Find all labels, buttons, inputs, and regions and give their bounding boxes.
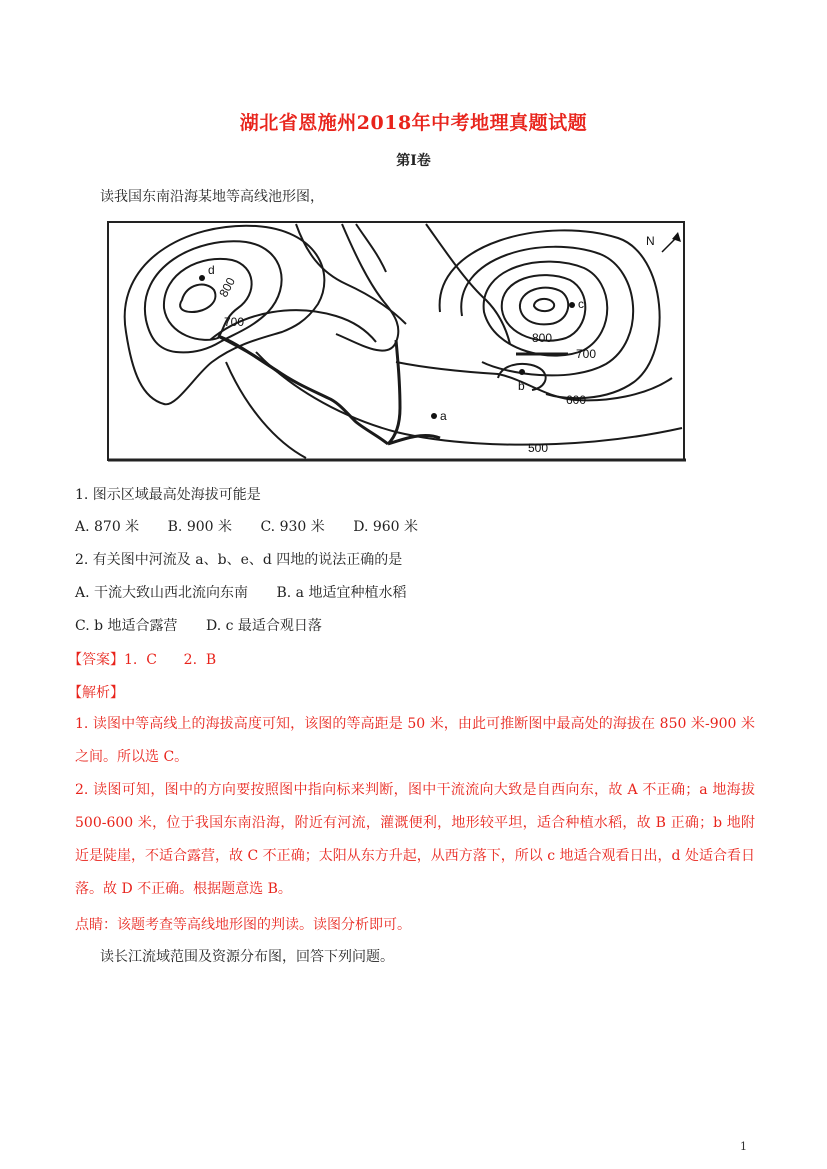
dianjing-note: 点睛：该题考查等高线地形图的判读。读图分析即可。 [75,917,411,933]
q1-options [75,516,442,536]
label-c: c [578,297,584,311]
north-arrow-icon [662,232,681,252]
analysis-paragraph-2: 2. 读图可知，图中的方向要按照图中指向标来判断，图中干流流向大致是自西向东，故 A 不正确；a 地海拔 500-600 米，位于我国东南沿海，附近有河流，灌溉便利，地形较平坦，适合种植水稻，故 B 正确；b 地附近是陡崖，不适合露营，故 C 不正确；太阳从东方升起，从西方落下，所以 c 地适合观看日出，d 处适合看日落。故 D 不正确。根据题意选 B。 [75,782,755,897]
label-a: a [440,409,447,423]
contour-map [106,212,692,468]
label-800-left: 800 [216,275,239,300]
label-600: 600 [566,393,587,407]
answer-value: 1. C 2. B [124,652,217,668]
section-heading: 第Ⅰ卷 [396,153,431,169]
point-c [569,302,575,308]
q2-options-row2 [75,615,346,635]
q1-option-c[interactable]: C. 930 米 [260,519,325,535]
label-d: d [208,263,215,277]
q2-option-c[interactable]: C. b 地适合露营 [75,618,178,634]
analysis-paragraph-1: 1. 读图中等高线上的海拔高度可知，该图的等高距是 50 米，由此可推断图中最高处的海拔在 850 米-900 米之间。所以选 C。 [75,716,755,765]
contour-right-summit [534,299,554,311]
label-800-right: 800 [532,331,553,345]
q2-stem: 2. 有关图中河流及 a、b、e、d 四地的说法正确的是 [75,552,403,568]
north-label: N [646,234,655,248]
contour-center-b [296,224,406,324]
q1-option-a[interactable]: A. 870 米 [75,519,140,535]
answer-label: 【答案】 [68,652,124,668]
q2-options-row1 [75,582,430,602]
q2-option-d[interactable]: D. c 最适合观日落 [205,618,322,634]
point-d [199,275,205,281]
q1-option-d[interactable]: D. 960 米 [353,519,419,535]
page-number: 1 [740,1140,747,1153]
label-500: 500 [528,441,549,455]
river [218,336,440,444]
q1-option-b[interactable]: B. 900 米 [167,519,233,535]
point-a [431,413,437,419]
q2-option-b[interactable]: B. a 地适宜种植水稻 [276,585,407,601]
page-title: 湖北省恩施州2018年中考地理真题试题 [239,112,588,134]
point-b [519,369,525,375]
contour-right-1 [520,288,568,325]
analysis-label: 【解析】 [68,685,124,701]
contour-lower-2 [226,362,306,458]
q2-option-a[interactable]: A. 干流大致山西北流向东南 [75,585,249,601]
intro-text: 读我国东南沿海某地等高线池形图， [100,189,324,205]
label-700-right: 700 [576,347,597,361]
answer-line [68,649,216,669]
contour-left-800 [180,285,215,312]
label-700-left: 700 [224,315,245,329]
label-b: b [518,379,525,393]
q1-stem: 1. 图示区域最高处海拔可能是 [75,487,261,503]
intro-text-2: 读长江流域范围及资源分布图，回答下列问题。 [100,949,394,965]
contour-600 [396,362,672,400]
